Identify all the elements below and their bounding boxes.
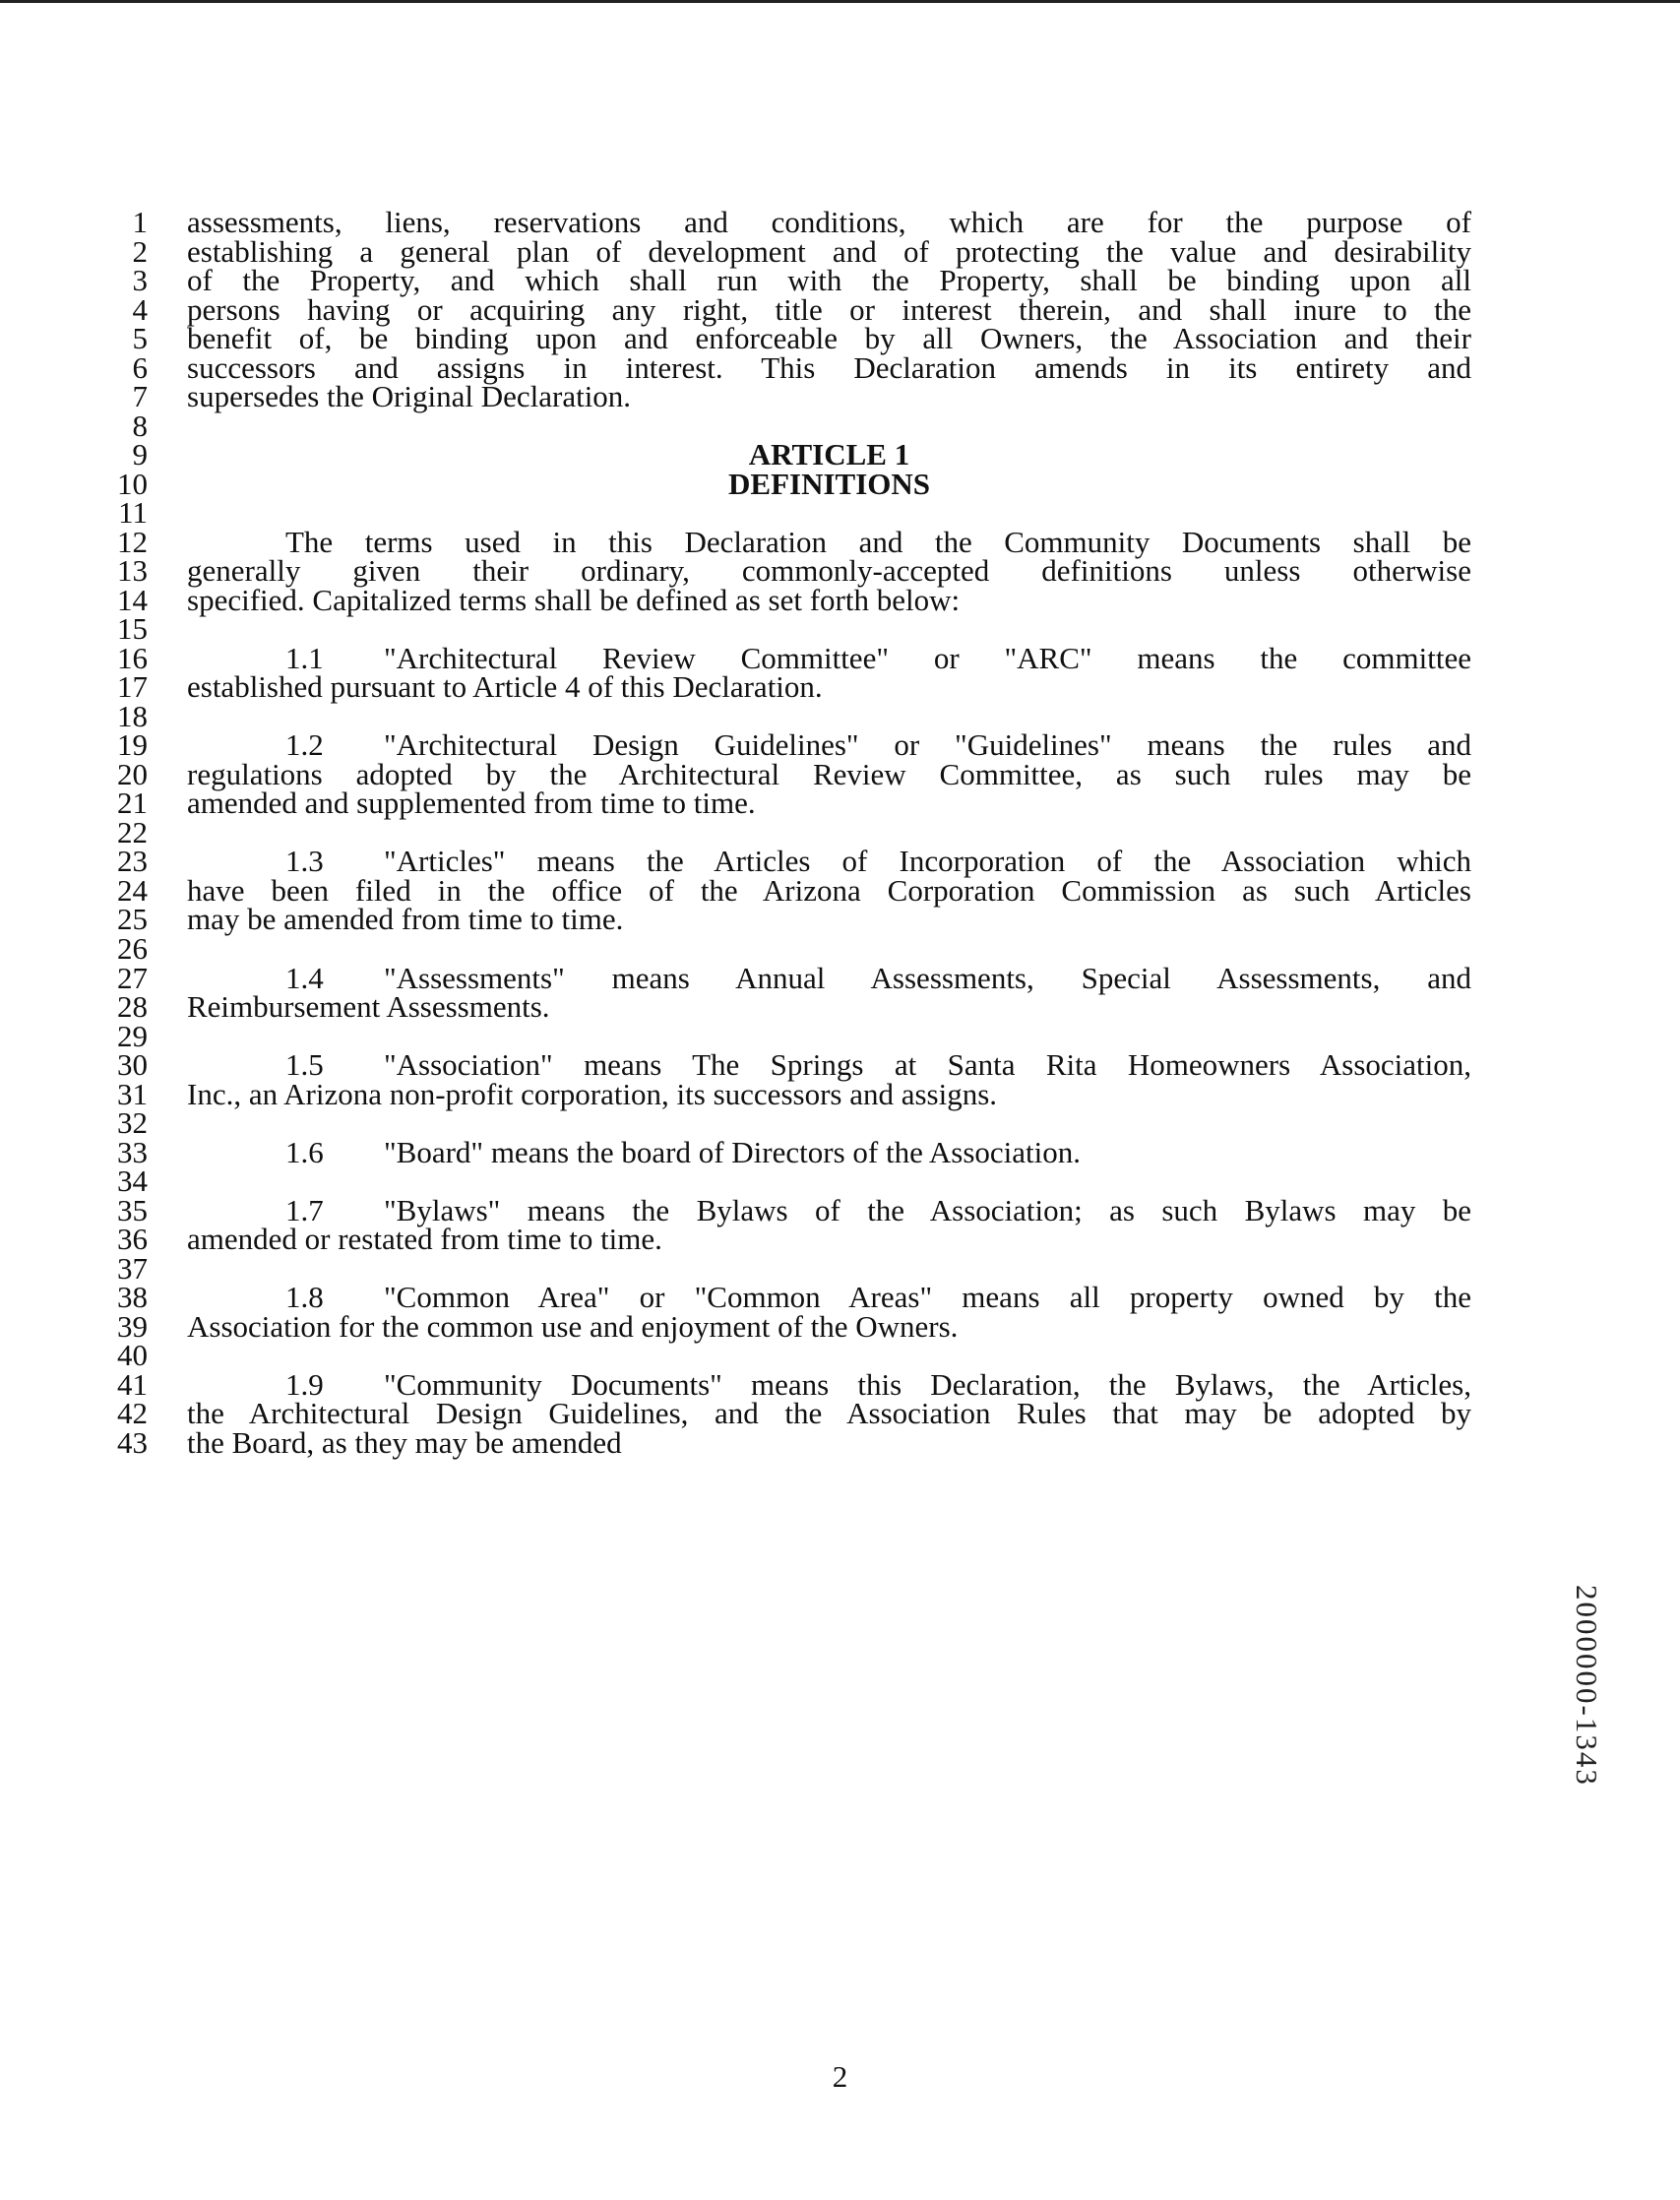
line-number: 40 bbox=[117, 1338, 148, 1372]
line-number: 31 bbox=[117, 1077, 148, 1111]
section-number: 1.1 bbox=[285, 641, 324, 675]
line-number: 13 bbox=[117, 553, 148, 588]
text-line: have been filed in the office of the Arizona Corporation Commission as such Articles bbox=[187, 873, 1471, 908]
line-number: 19 bbox=[117, 727, 148, 762]
article-heading: DEFINITIONS bbox=[728, 467, 930, 501]
text-line: the Board, as they may be amended bbox=[187, 1425, 622, 1460]
section-number: 1.8 bbox=[285, 1280, 324, 1314]
line-number: 34 bbox=[117, 1163, 148, 1198]
article-heading: ARTICLE 1 bbox=[748, 437, 910, 471]
text-line: The terms used in this Declaration and the Community Documents shall be bbox=[285, 525, 1471, 559]
text-line: "Board" means the board of Directors of the Association. bbox=[384, 1135, 1081, 1169]
text-line: "Architectural Design Guidelines" or "Guidelines" means the rules and bbox=[384, 727, 1471, 762]
text-line: established pursuant to Article 4 of this Declaration. bbox=[187, 669, 823, 704]
text-line: amended or restated from time to time. bbox=[187, 1222, 662, 1256]
text-line: Inc., an Arizona non-profit corporation, its successors and assigns. bbox=[187, 1077, 998, 1111]
line-number: 11 bbox=[118, 495, 148, 530]
text-line: "Association" means The Springs at Santa Rita Homeowners Association, bbox=[384, 1047, 1471, 1082]
page-number: 2 bbox=[832, 2059, 848, 2094]
line-number: 12 bbox=[117, 525, 148, 559]
section-number: 1.4 bbox=[285, 961, 324, 995]
line-number: 41 bbox=[117, 1367, 148, 1402]
line-number: 16 bbox=[117, 641, 148, 675]
line-number: 17 bbox=[117, 669, 148, 704]
line-number: 26 bbox=[117, 931, 148, 966]
line-number: 18 bbox=[117, 699, 148, 733]
text-line: amended and supplemented from time to time. bbox=[187, 786, 756, 820]
line-number: 22 bbox=[117, 815, 148, 849]
line-number: 24 bbox=[117, 873, 148, 908]
text-line: may be amended from time to time. bbox=[187, 902, 624, 936]
text-line: specified. Capitalized terms shall be defined as set forth below: bbox=[187, 583, 961, 617]
line-number: 20 bbox=[117, 757, 148, 791]
recording-stamp bbox=[1565, 1585, 1604, 1851]
line-number: 38 bbox=[117, 1280, 148, 1314]
line-number: 23 bbox=[117, 844, 148, 878]
line-number: 39 bbox=[117, 1309, 148, 1344]
line-number: 15 bbox=[117, 611, 148, 646]
line-number: 9 bbox=[132, 437, 148, 471]
page-top-border bbox=[0, 0, 1680, 3]
text-line: "Architectural Review Committee" or "ARC" means the committee bbox=[384, 641, 1471, 675]
line-number: 35 bbox=[117, 1193, 148, 1227]
section-number: 1.5 bbox=[285, 1047, 324, 1082]
text-line: Association for the common use and enjoyment of the Owners. bbox=[187, 1309, 959, 1344]
text-line: "Common Area" or "Common Areas" means all property owned by the bbox=[384, 1280, 1471, 1314]
text-line: "Bylaws" means the Bylaws of the Association; as such Bylaws may be bbox=[384, 1193, 1471, 1227]
line-number: 6 bbox=[132, 350, 148, 385]
text-line: "Articles" means the Articles of Incorporation of the Association which bbox=[384, 844, 1471, 878]
text-line: the Architectural Design Guidelines, and the Association Rules that may be adopted by bbox=[187, 1396, 1471, 1430]
text-line: "Community Documents" means this Declaration, the Bylaws, the Articles, bbox=[384, 1367, 1471, 1402]
line-number: 27 bbox=[117, 961, 148, 995]
line-number: 2 bbox=[132, 234, 148, 269]
line-number: 43 bbox=[117, 1425, 148, 1460]
line-number: 7 bbox=[132, 379, 148, 413]
line-number: 5 bbox=[132, 321, 148, 355]
text-line: regulations adopted by the Architectural Review Committee, as such rules may be bbox=[187, 757, 1471, 791]
text-line: persons having or acquiring any right, title or interest therein, and shall inure to the bbox=[187, 292, 1471, 327]
text-line: "Assessments" means Annual Assessments, Special Assessments, and bbox=[384, 961, 1471, 995]
line-number: 42 bbox=[117, 1396, 148, 1430]
text-line: benefit of, be binding upon and enforceable by all Owners, the Association and their bbox=[187, 321, 1471, 355]
line-number: 33 bbox=[117, 1135, 148, 1169]
recording-stamp-text: 2000000-1343 bbox=[1570, 1585, 1604, 1787]
line-number: 36 bbox=[117, 1222, 148, 1256]
line-number: 3 bbox=[132, 263, 148, 297]
line-number: 28 bbox=[117, 989, 148, 1024]
section-number: 1.7 bbox=[285, 1193, 324, 1227]
line-number: 14 bbox=[117, 583, 148, 617]
section-number: 1.6 bbox=[285, 1135, 324, 1169]
text-line: assessments, liens, reservations and conditions, which are for the purpose of bbox=[187, 205, 1471, 239]
line-number: 1 bbox=[132, 205, 148, 239]
line-number: 8 bbox=[132, 409, 148, 443]
line-number: 32 bbox=[117, 1105, 148, 1140]
text-line: establishing a general plan of development and of protecting the value and desirability bbox=[187, 234, 1471, 269]
line-number: 37 bbox=[117, 1251, 148, 1286]
text-line: successors and assigns in interest. This Declaration amends in its entirety and bbox=[187, 350, 1471, 385]
line-number: 25 bbox=[117, 902, 148, 936]
section-number: 1.2 bbox=[285, 727, 324, 762]
text-line: of the Property, and which shall run with the Property, shall be binding upon all bbox=[187, 263, 1471, 297]
line-number: 29 bbox=[117, 1019, 148, 1053]
text-line: supersedes the Original Declaration. bbox=[187, 379, 632, 413]
section-number: 1.3 bbox=[285, 844, 324, 878]
line-number: 4 bbox=[132, 292, 148, 327]
text-line: Reimbursement Assessments. bbox=[187, 989, 550, 1024]
section-number: 1.9 bbox=[285, 1367, 324, 1402]
line-number: 21 bbox=[117, 786, 148, 820]
line-number: 30 bbox=[117, 1047, 148, 1082]
text-line: generally given their ordinary, commonly-accepted definitions unless otherwise bbox=[187, 553, 1471, 588]
line-number: 10 bbox=[117, 467, 148, 501]
